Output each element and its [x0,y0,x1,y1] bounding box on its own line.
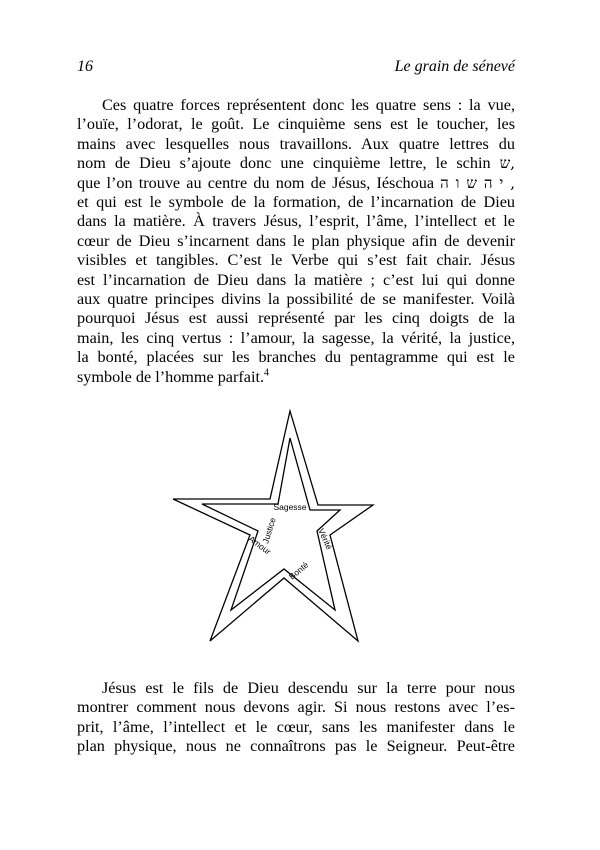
pentagram-label-left: Amour [246,533,273,557]
text-line: plan physique, nous ne connaîtrons pas le Seigneur. Peut-être [77,737,515,756]
pentagram-label-bottom: Bonté [286,559,311,582]
paragraph-1 [77,96,515,387]
text-line-part: que l’on trouve au centre du nom de Jésus, Iéschoua [77,173,435,192]
text-line: pourquoi Jésus est aussi représenté par les cinq doigts de la [77,309,515,328]
running-title: Le grain de sénevé [394,58,515,75]
text-line: mains avec lesquelles nous travaillons. Aux quatre lettres du [77,134,515,153]
text-line: est l’incarnation de Dieu dans la matière ; c’est lui qui donne [77,270,515,289]
pentagram-figure [170,408,375,658]
footnote-reference: 4 [264,367,270,379]
text-line: Jésus est le fils de Dieu descendu sur la terre pour nous [102,679,515,697]
pentagram-label-right: Vérité [316,526,335,552]
pentagram-label-top: Sagesse [273,502,307,512]
text-line: montrer comment nous devons agir. Si nous restons avec l’es- [77,698,515,717]
text-line: la bonté, placées sur les branches du pentagramme qui est le [77,348,515,367]
text-line-part: nom de Dieu s’ajoute donc une cinquième lettre, le schin [77,154,491,173]
pentagram-label-upper-left: Justice [260,516,278,545]
text-line-with-yeshua [77,174,515,193]
text-line-part: symbole de l’homme parfait. [77,367,265,386]
text-line: cœur de Dieu s’incarnent dans le plan physique afin de devenir [77,231,515,250]
text-line: prit, l’âme, l’intellect et le cœur, sans les manifester dans le [77,717,515,736]
text-line-last [77,368,515,387]
text-line: Ces quatre forces représentent donc les quatre sens : la vue, [102,96,515,114]
paragraph-2 [77,679,515,757]
text-line: main, les cinq vertus : l’amour, la sagesse, la vérité, la justice, [77,328,515,347]
page-number: 16 [77,58,93,75]
page-header [77,58,515,82]
text-line: dans la matière. À travers Jésus, l’esprit, l’âme, l’intellect et le [77,212,515,231]
text-line-with-schin [77,154,515,173]
pentagram-drawing [170,408,375,658]
text-line: aux quatre principes divins la possibilité de se manifester. Voilà [77,290,515,309]
hebrew-yeshua-word: י ה ש ו ה , [440,173,515,192]
text-line: et qui est le symbole de la formation, de l’incarnation de Dieu [77,193,515,212]
text-line: visibles et tangibles. C’est le Verbe qui s’est fait chair. Jésus [77,251,515,270]
text-line: l’ouïe, l’odorat, le goût. Le cinquième sens est le toucher, les [77,115,515,134]
hebrew-schin-letter: ש, [499,154,515,173]
